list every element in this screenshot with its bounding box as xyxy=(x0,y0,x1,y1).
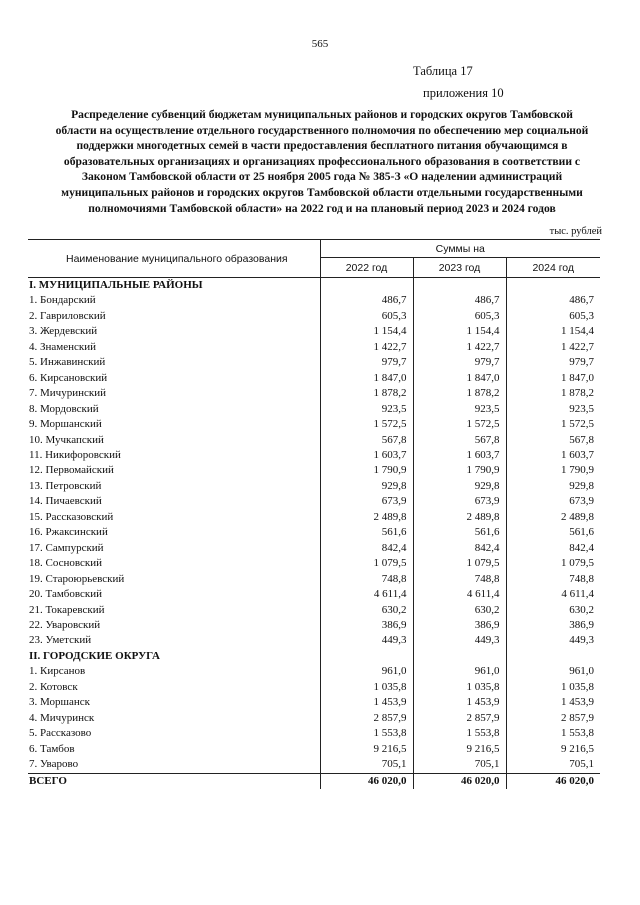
amount-2024: 561,6 xyxy=(506,525,600,540)
amount-2023: 1 572,5 xyxy=(413,417,506,432)
municipality-name: 12. Первомайский xyxy=(29,464,114,477)
amount-2023: 561,6 xyxy=(413,525,506,540)
amount-2024: 486,7 xyxy=(506,293,600,308)
amount-2022: 1 847,0 xyxy=(320,371,413,386)
municipality-name: 4. Мичуринск xyxy=(29,711,95,724)
table-row xyxy=(28,556,600,571)
amount-2023: 1 603,7 xyxy=(413,448,506,463)
document-title: Распределение субвенций бюджетам муниципальных районов и городских округов Тамбовской области на осуществление отдельного государственного полномочия по обеспечению мер социальной поддержки многодетных семей в части предоставления бесплатного питания обучающимся в образовательных организациях и организациях профессионального образования в соответствии с Законом Тамбовской области от 25 ноября 2005 года № 385-З «О наделении администраций муниципальных районов и городских округов Тамбовской области отдельными государственными полномочиями Тамбовской области» на 2022 год и на плановый период 2023 и 2024 годов xyxy=(55,108,589,215)
amount-2023: 605,3 xyxy=(413,309,506,324)
amount-2024: 1 553,8 xyxy=(506,726,600,741)
amount-2022: 2 489,8 xyxy=(320,510,413,525)
amount-2024: 673,9 xyxy=(506,494,600,509)
municipality-name: 23. Уметский xyxy=(29,634,92,647)
amount-2024: 842,4 xyxy=(506,541,600,556)
municipality-name: 2. Котовск xyxy=(29,680,78,693)
municipality-name: 3. Жердевский xyxy=(29,325,98,338)
table-row xyxy=(28,680,600,695)
table-row xyxy=(28,463,600,478)
amount-2024: 1 035,8 xyxy=(506,680,600,695)
municipality-name: 20. Тамбовский xyxy=(29,588,103,601)
amount-2024: 630,2 xyxy=(506,603,600,618)
table-row xyxy=(28,355,600,370)
page-number: 565 xyxy=(311,38,329,50)
amount-2024: 1 572,5 xyxy=(506,417,600,432)
table-row xyxy=(28,417,600,432)
amount-2022: 46 020,0 xyxy=(320,773,413,789)
amount-2024: 1 422,7 xyxy=(506,340,600,355)
column-header-sums: Суммы на xyxy=(320,240,600,258)
amount-2023: 630,2 xyxy=(413,603,506,618)
municipality-name: 19. Староюрьевский xyxy=(29,572,125,585)
amount-2022: 1 422,7 xyxy=(320,340,413,355)
empty-cell xyxy=(320,649,413,664)
amount-2024: 1 878,2 xyxy=(506,386,600,401)
amount-2023: 979,7 xyxy=(413,355,506,370)
amount-2024: 567,8 xyxy=(506,433,600,448)
amount-2024: 46 020,0 xyxy=(506,773,600,789)
amount-2023: 1 453,9 xyxy=(413,695,506,710)
amount-2024: 1 847,0 xyxy=(506,371,600,386)
amount-2023: 1 847,0 xyxy=(413,371,506,386)
empty-cell xyxy=(413,278,506,294)
table-row xyxy=(28,525,600,540)
amount-2022: 842,4 xyxy=(320,541,413,556)
amount-2023: 1 553,8 xyxy=(413,726,506,741)
table-row xyxy=(28,587,600,602)
amount-2023: 567,8 xyxy=(413,433,506,448)
amount-2023: 46 020,0 xyxy=(413,773,506,789)
amount-2023: 486,7 xyxy=(413,293,506,308)
amount-2022: 1 572,5 xyxy=(320,417,413,432)
amount-2023: 2 857,9 xyxy=(413,711,506,726)
amount-2022: 567,8 xyxy=(320,433,413,448)
amount-2024: 4 611,4 xyxy=(506,587,600,602)
amount-2024: 979,7 xyxy=(506,355,600,370)
municipality-name: 21. Токаревский xyxy=(29,603,105,616)
municipality-name: 8. Мордовский xyxy=(29,402,99,415)
table-row xyxy=(28,603,600,618)
amount-2022: 1 790,9 xyxy=(320,463,413,478)
table-row xyxy=(28,726,600,741)
amount-2022: 1 035,8 xyxy=(320,680,413,695)
table-label: Таблица 17 xyxy=(413,64,473,78)
table-row xyxy=(28,386,600,401)
amount-2023: 923,5 xyxy=(413,402,506,417)
amount-2023: 1 154,4 xyxy=(413,324,506,339)
table-row xyxy=(28,479,600,494)
amount-2023: 842,4 xyxy=(413,541,506,556)
amount-2022: 1 453,9 xyxy=(320,695,413,710)
section-title: I. МУНИЦИПАЛЬНЫЕ РАЙОНЫ xyxy=(29,279,203,291)
amount-2022: 979,7 xyxy=(320,355,413,370)
section-header-row xyxy=(28,278,600,294)
table-row xyxy=(28,572,600,587)
table-body xyxy=(28,278,600,789)
amount-2023: 1 035,8 xyxy=(413,680,506,695)
municipality-name: 13. Петровский xyxy=(29,479,102,492)
amount-2024: 1 603,7 xyxy=(506,448,600,463)
units-label: тыс. рублей xyxy=(549,226,602,237)
annex-label: приложения 10 xyxy=(423,86,504,100)
column-header-2024: 2024 год xyxy=(506,258,600,278)
table-row xyxy=(28,340,600,355)
amount-2023: 449,3 xyxy=(413,633,506,648)
amount-2022: 705,1 xyxy=(320,757,413,773)
amount-2024: 1 453,9 xyxy=(506,695,600,710)
amount-2024: 605,3 xyxy=(506,309,600,324)
amount-2024: 9 216,5 xyxy=(506,742,600,757)
amount-2022: 9 216,5 xyxy=(320,742,413,757)
municipality-name: 5. Инжавинский xyxy=(29,356,106,369)
column-header-2023: 2023 год xyxy=(413,258,506,278)
amount-2022: 4 611,4 xyxy=(320,587,413,602)
amount-2023: 705,1 xyxy=(413,757,506,773)
municipality-name: 5. Рассказово xyxy=(29,727,92,740)
amount-2023: 748,8 xyxy=(413,572,506,587)
amount-2023: 1 422,7 xyxy=(413,340,506,355)
total-row xyxy=(28,773,600,789)
amount-2023: 673,9 xyxy=(413,494,506,509)
amount-2022: 673,9 xyxy=(320,494,413,509)
table-row xyxy=(28,309,600,324)
table-row xyxy=(28,293,600,308)
amount-2022: 923,5 xyxy=(320,402,413,417)
table-row xyxy=(28,695,600,710)
amount-2024: 923,5 xyxy=(506,402,600,417)
table-row xyxy=(28,324,600,339)
empty-cell xyxy=(506,649,600,664)
municipality-name: 6. Тамбов xyxy=(29,742,75,755)
amount-2022: 1 553,8 xyxy=(320,726,413,741)
amount-2024: 748,8 xyxy=(506,572,600,587)
amount-2022: 1 079,5 xyxy=(320,556,413,571)
amount-2023: 9 216,5 xyxy=(413,742,506,757)
amount-2023: 4 611,4 xyxy=(413,587,506,602)
municipality-name: 7. Уварово xyxy=(29,758,79,771)
municipality-name: 2. Гавриловский xyxy=(29,309,106,322)
amount-2024: 1 790,9 xyxy=(506,463,600,478)
amount-2023: 1 079,5 xyxy=(413,556,506,571)
municipality-name: 6. Кирсановский xyxy=(29,371,108,384)
table-row xyxy=(28,664,600,679)
amount-2024: 1 079,5 xyxy=(506,556,600,571)
amount-2023: 2 489,8 xyxy=(413,510,506,525)
municipality-name: 16. Ржаксинский xyxy=(29,526,108,539)
amount-2022: 748,8 xyxy=(320,572,413,587)
municipality-name: 3. Моршанск xyxy=(29,696,90,709)
municipality-name: 17. Сампурский xyxy=(29,541,104,554)
column-header-2022: 2022 год xyxy=(320,258,413,278)
table-row xyxy=(28,371,600,386)
table-row xyxy=(28,618,600,633)
table-row xyxy=(28,757,600,773)
amount-2023: 929,8 xyxy=(413,479,506,494)
amount-2023: 1 790,9 xyxy=(413,463,506,478)
municipality-name: 18. Сосновский xyxy=(29,557,103,570)
section-title: II. ГОРОДСКИЕ ОКРУГА xyxy=(29,649,160,662)
table-row xyxy=(28,433,600,448)
amount-2022: 449,3 xyxy=(320,633,413,648)
table-row xyxy=(28,494,600,509)
amount-2022: 2 857,9 xyxy=(320,711,413,726)
amount-2024: 386,9 xyxy=(506,618,600,633)
amount-2022: 605,3 xyxy=(320,309,413,324)
municipality-name: ВСЕГО xyxy=(28,773,320,789)
amount-2022: 1 603,7 xyxy=(320,448,413,463)
amount-2022: 1 878,2 xyxy=(320,386,413,401)
amount-2023: 386,9 xyxy=(413,618,506,633)
amount-2024: 1 154,4 xyxy=(506,324,600,339)
amount-2024: 2 489,8 xyxy=(506,510,600,525)
amount-2024: 929,8 xyxy=(506,479,600,494)
amount-2022: 961,0 xyxy=(320,664,413,679)
amount-2023: 961,0 xyxy=(413,664,506,679)
municipality-name: 4. Знаменский xyxy=(29,340,97,353)
section-header-row xyxy=(28,649,600,664)
table-row xyxy=(28,711,600,726)
empty-cell xyxy=(320,278,413,294)
amount-2022: 929,8 xyxy=(320,479,413,494)
amount-2022: 1 154,4 xyxy=(320,324,413,339)
municipality-name: 11. Никифоровский xyxy=(29,448,121,461)
amount-2024: 705,1 xyxy=(506,757,600,773)
subvention-table xyxy=(28,239,600,789)
amount-2022: 386,9 xyxy=(320,618,413,633)
table-row xyxy=(28,448,600,463)
amount-2023: 1 878,2 xyxy=(413,386,506,401)
municipality-name: 1. Бондарский xyxy=(29,294,96,307)
municipality-name: 14. Пичаевский xyxy=(29,495,102,508)
table-row xyxy=(28,633,600,648)
table-row xyxy=(28,402,600,417)
table-row xyxy=(28,742,600,757)
empty-cell xyxy=(506,278,600,294)
amount-2024: 961,0 xyxy=(506,664,600,679)
amount-2024: 449,3 xyxy=(506,633,600,648)
table-row xyxy=(28,541,600,556)
amount-2022: 561,6 xyxy=(320,525,413,540)
amount-2024: 2 857,9 xyxy=(506,711,600,726)
municipality-name: 10. Мучкапский xyxy=(29,433,104,446)
municipality-name: 9. Моршанский xyxy=(29,418,102,431)
municipality-name: 15. Рассказовский xyxy=(29,510,114,523)
municipality-name: 1. Кирсанов xyxy=(29,665,86,678)
amount-2022: 486,7 xyxy=(320,293,413,308)
municipality-name: 22. Уваровский xyxy=(29,618,101,631)
amount-2022: 630,2 xyxy=(320,603,413,618)
empty-cell xyxy=(413,649,506,664)
municipality-name: 7. Мичуринский xyxy=(29,387,106,400)
table-row xyxy=(28,510,600,525)
column-header-name: Наименование муниципального образования xyxy=(28,240,320,278)
